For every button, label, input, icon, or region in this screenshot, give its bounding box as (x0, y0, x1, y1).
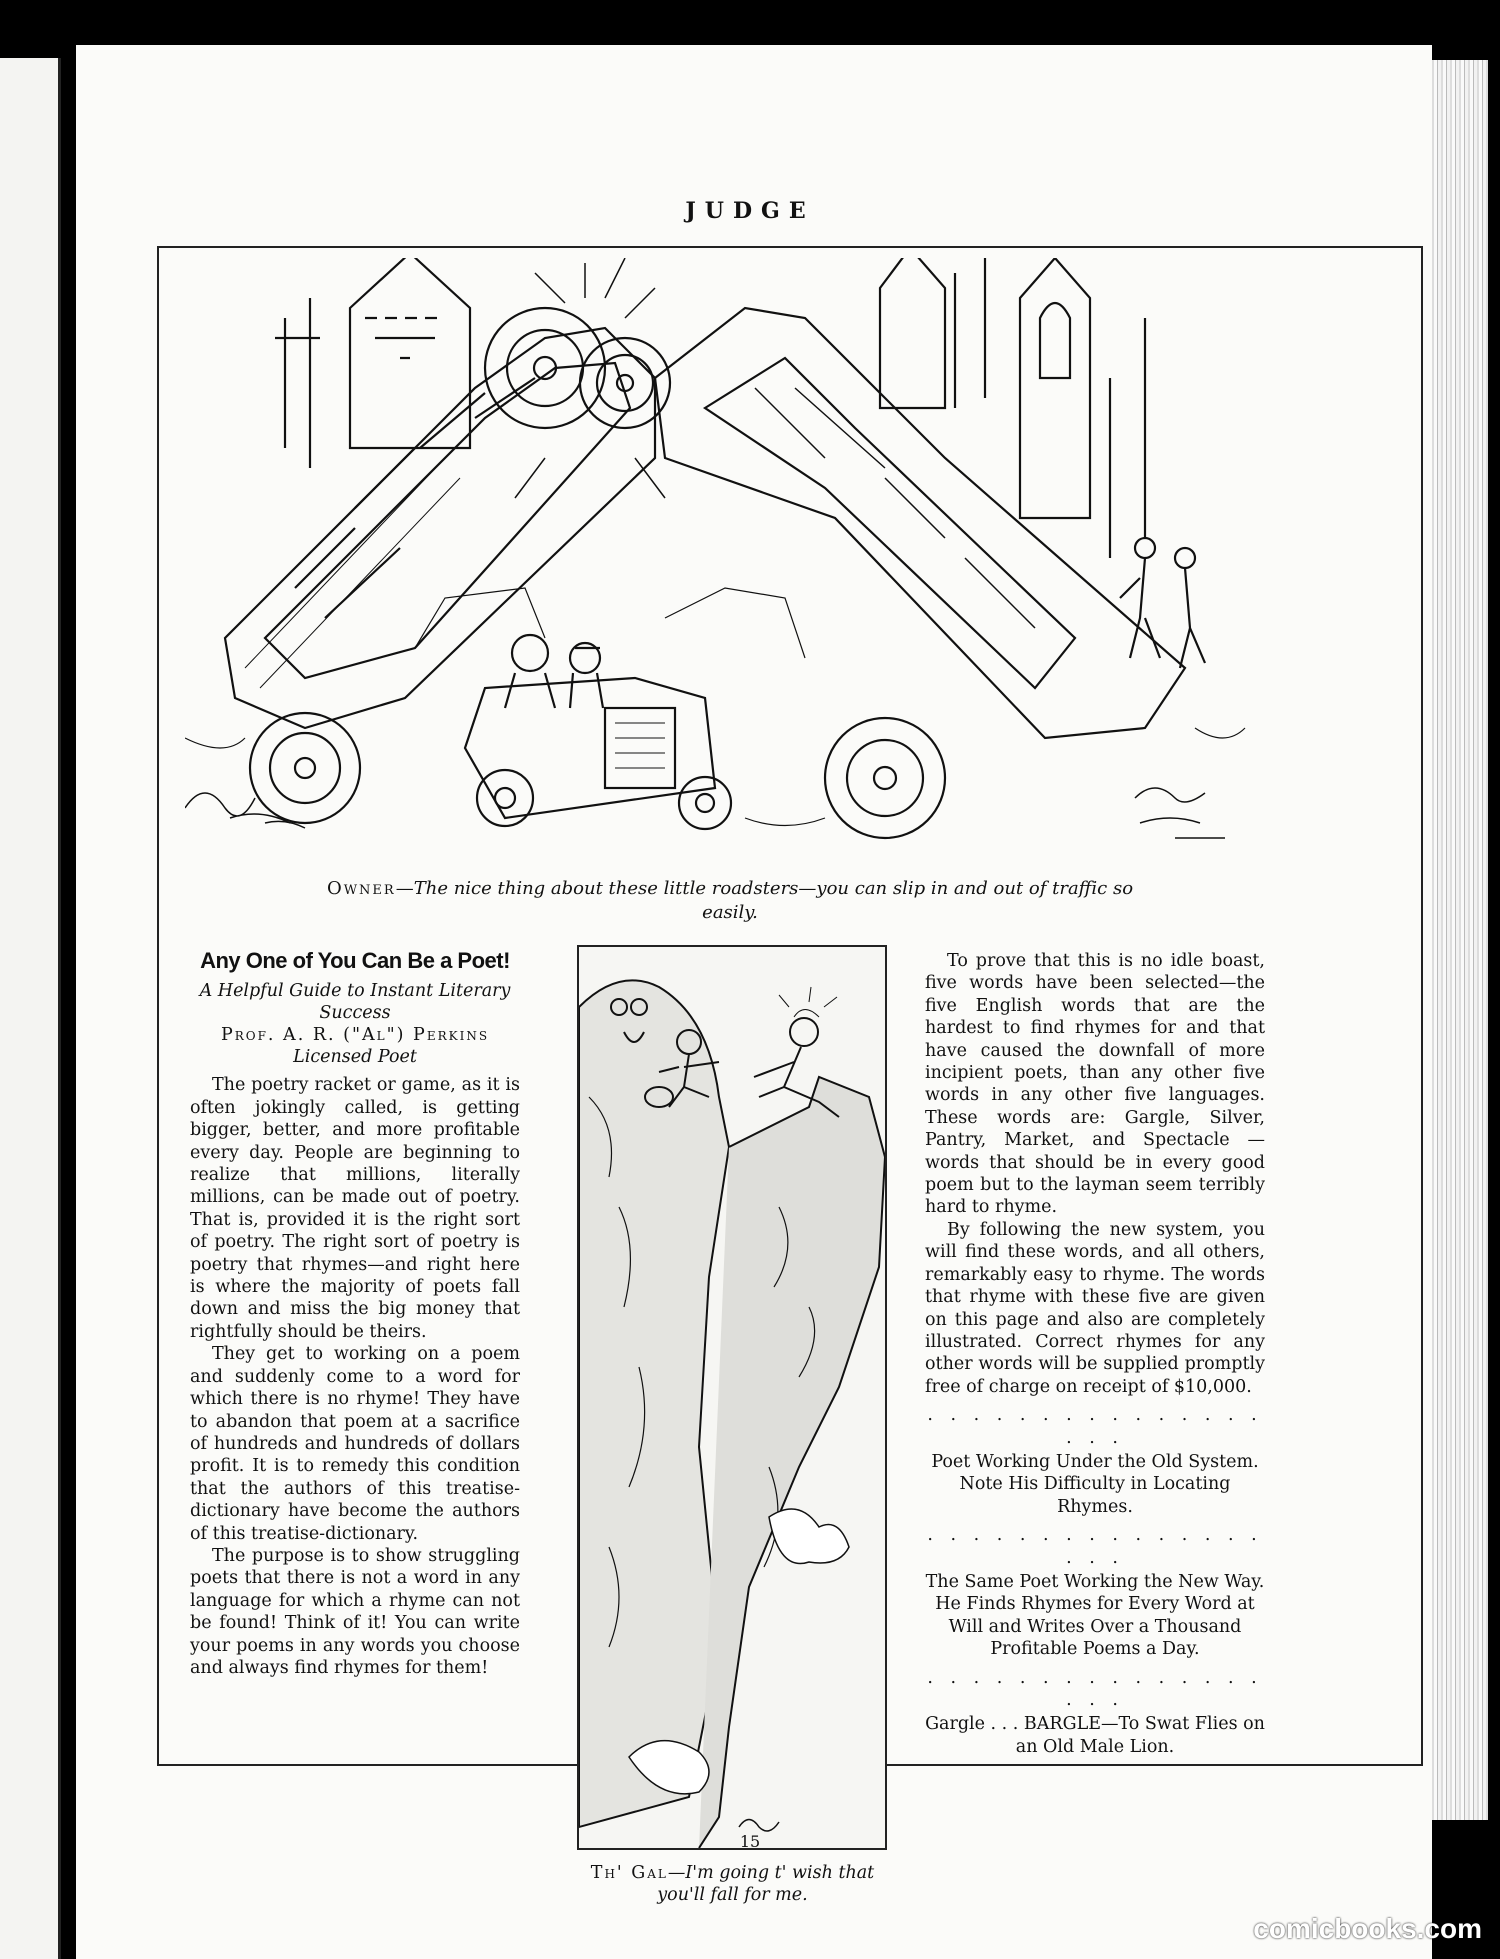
article-author: Prof. A. R. ("Al") Perkins (220, 1025, 490, 1046)
top-caption-text: —The nice thing about these little roadsters—you can slip in and out of traffic so easily. (395, 878, 1134, 923)
page-stack-edge (1432, 60, 1488, 1820)
article-author-role: Licensed Poet (293, 1047, 417, 1068)
magazine-header: JUDGE (685, 198, 815, 224)
article-paragraph: To prove that this is no idle boast, five words have been selected—the five English words that are the hardest to find rhymes for and that have caused the downfall of more incipient poets, than any other five words in any other five languages. These words are: Gargle, Silver, Pantry, Market, and Spectacle — words that should be in every good poem but to the layman seem terribly hard to rhyme. (925, 951, 1265, 1218)
middle-caption-text: —I'm going t' wish that you'll fall for me. (657, 1863, 875, 1905)
page-number: 15 (739, 1832, 761, 1851)
article-paragraph: They get to working on a poem and suddenly come to a word for which there is no rhyme! They have to abandon that poem at a sacrifice of hundreds and hundreds of dollars profit. It is to remedy this condition that the authors of this treatise-dictionary have become the authors of this treatise-dictionary. (190, 1344, 520, 1544)
article-right-column (925, 950, 1265, 1758)
roadster-cartoon (185, 258, 1255, 858)
cliff-cartoon (577, 945, 887, 1850)
left-page-edge (0, 58, 61, 1959)
dot-divider: . . . . . . . . . . . . . . . . . . (927, 1525, 1263, 1568)
middle-cartoon-caption (570, 1862, 895, 1906)
article-paragraph: By following the new system, you will find these words, and all others, remarkably easy to rhyme. The words that rhyme with these five are given on this page and also are completely illustrated. Correct rhymes for any other words will be supplied promptly free of charge on receipt of $10,000. (925, 1219, 1265, 1397)
article-paragraph: The purpose is to show struggling poets that there is not a word in any language for which a rhyme can not be found! Think of it! You can write your poems in any words you choose and always find rhymes for them! (190, 1545, 520, 1678)
note-gargle: Gargle . . . BARGLE—To Swat Flies on an Old Male Lion. (925, 1714, 1265, 1757)
top-cartoon-caption (300, 877, 1160, 925)
article-title: Any One of You Can Be a Poet! (200, 948, 510, 973)
note-old-system: Poet Working Under the Old System. Note His Difficulty in Locating Rhymes. (931, 1451, 1259, 1517)
watermark: comicbooks.com (1253, 1913, 1482, 1944)
dot-divider: . . . . . . . . . . . . . . . . . . (927, 1667, 1263, 1710)
dot-divider: . . . . . . . . . . . . . . . . . . (927, 1405, 1263, 1448)
top-caption-speaker: Owner (326, 878, 396, 899)
note-new-way: The Same Poet Working the New Way. He Finds Rhymes for Every Word at Will and Writes Over a Thousand Profitable Poems a Day. (925, 1571, 1265, 1660)
article-paragraph: The poetry racket or game, as it is often jokingly called, is getting bigger, better, and more profitable every day. People are beginning to realize that millions, literally millions, can be made out of poetry. That is, provided it is the right sort of poetry. The right sort of poetry is poetry that rhymes—and right here is where the majority of poets fall down and miss the big money that rightfully should be theirs. (190, 1075, 520, 1342)
article-left-column (190, 950, 520, 1679)
middle-caption-speaker: Th' Gal (590, 1863, 668, 1883)
article-subtitle: A Helpful Guide to Instant Literary Success (199, 981, 511, 1024)
